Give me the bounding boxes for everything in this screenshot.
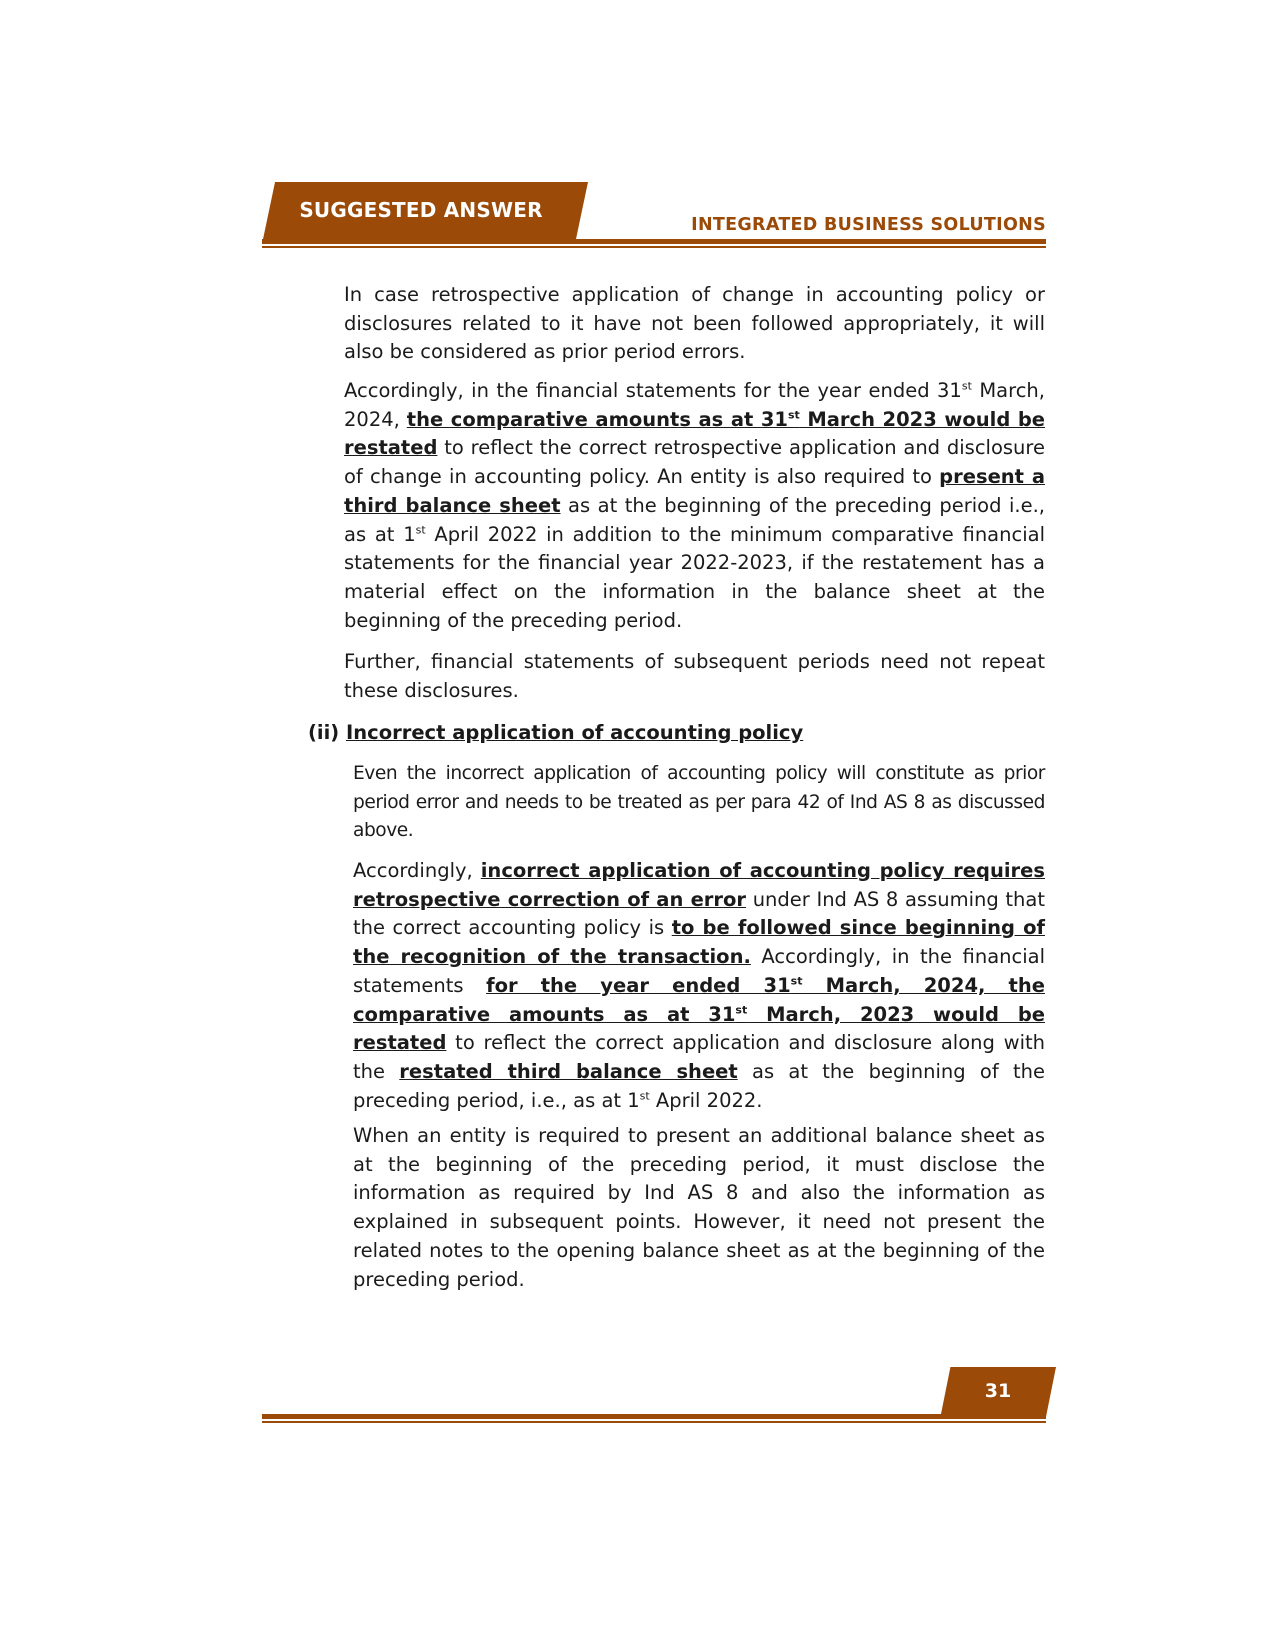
page-number: 31 [984, 1380, 1012, 1402]
emphasis-comparative-restated: for the year ended 31st March, 2024, the comparative amounts as at 31st March, 2023 would be restated [353, 973, 1046, 1055]
paragraph-1: In case retrospective application of change in accounting policy or disclosures related to it have not been followed appropriately, it will also be considered as prior period errors. [344, 283, 1045, 364]
emphasis-beginning-of-recognition: to be followed since beginning of the recognition of the transaction. [353, 916, 1045, 969]
paragraph-2: Accordingly, in the financial statements for the year ended 31st March, 2024, the comparative amounts as at 31st March 2023 would be restated to reflect the correct retrospective application and disclosure of change in accounting policy. An entity is also required to present a third balance sheet as at the beginning of the preceding period i.e., as at 1st April 2022 in addition to the minimum comparative financial statements for the financial year 2022-2023, if the restatement has a material effect on the information in the balance sheet at the beginning of the preceding period. [344, 379, 1046, 632]
section-heading [308, 721, 803, 744]
header-title: INTEGRATED BUSINESS SOLUTIONS [691, 215, 1046, 235]
section-number: (ii) [308, 721, 340, 744]
paragraph-4: Even the incorrect application of accounting policy will constitute as prior period error and needs to be treated as per para 42 of Ind AS 8 as discussed above. [353, 763, 1045, 841]
emphasis-retrospective-correction: incorrect application of accounting policy requires retrospective correction of an error [353, 859, 1045, 911]
paragraph-5: Accordingly, incorrect application of accounting policy requires retrospective correction of an error under Ind AS 8 assuming that the correct accounting policy is to be followed since beginning of the recognition of the transaction. Accordingly, in the financial statements for the year ended 31st March, 2024, the comparative amounts as at 31st March, 2023 would be restated to reflect the correct application and disclosure along with the restated third balance sheet as at the beginning of the preceding period, i.e., as at 1st April 2022. [353, 859, 1046, 1112]
header-rule [262, 239, 1046, 244]
emphasis-restated-third-balance-sheet: restated third balance sheet [399, 1059, 738, 1083]
header-rule-thin [262, 246, 1046, 248]
footer-rule [262, 1414, 1046, 1419]
footer-rule-thin [262, 1421, 1046, 1423]
header-tab-label: SUGGESTED ANSWER [299, 198, 543, 222]
paragraph-6: When an entity is required to present an additional balance sheet as at the beginning of the preceding period, it must disclose the information as required by Ind AS 8 and also the information as explained in subsequent points. However, it need not present the related notes to the opening balance sheet as at the beginning of the preceding period. [353, 1124, 1045, 1291]
emphasis-restated: the comparative amounts as at 31st March 2023 would be restated [344, 407, 1046, 460]
emphasis-third-balance-sheet: present a third balance sheet [344, 465, 1045, 517]
paragraph-3: Further, financial statements of subsequent periods need not repeat these disclosures. [344, 650, 1045, 702]
section-title: Incorrect application of accounting policy [346, 721, 804, 744]
